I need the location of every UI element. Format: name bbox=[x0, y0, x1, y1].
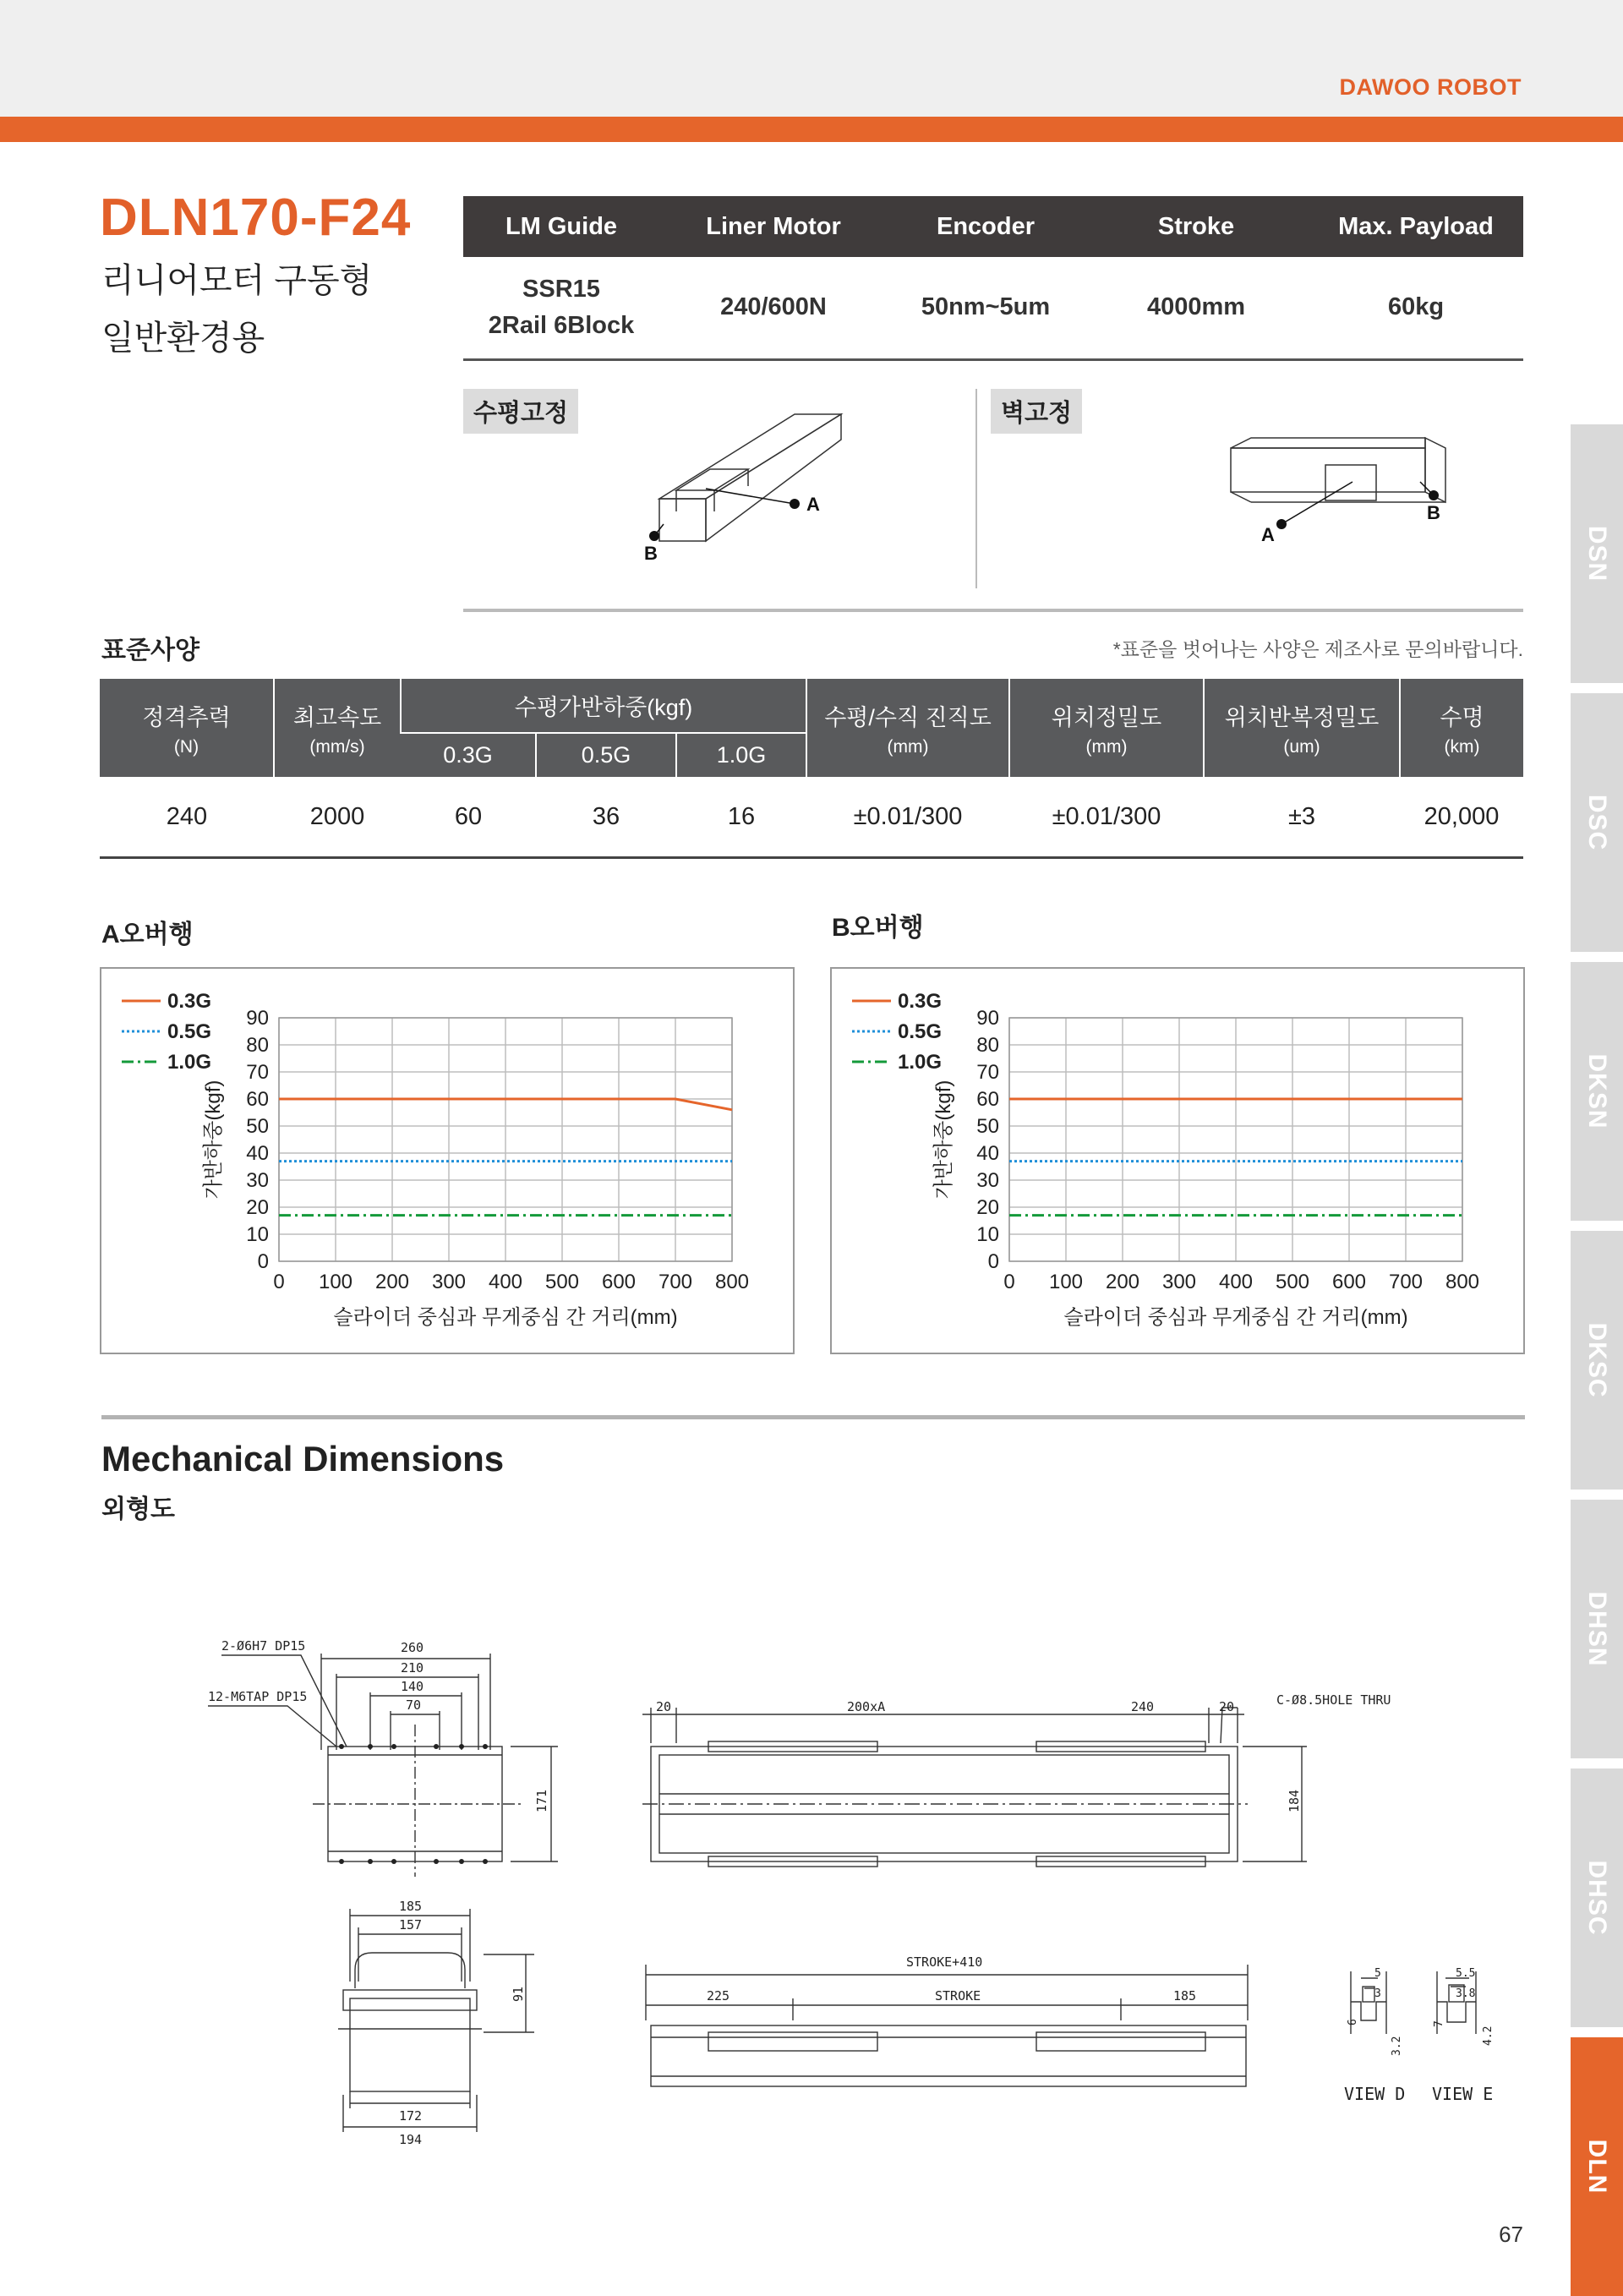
std-cell-life: 20,000 bbox=[1424, 802, 1500, 830]
mechanical-subtitle: 외형도 bbox=[101, 1495, 175, 1523]
view-d-6: 6 bbox=[1347, 2019, 1359, 2025]
x-tick-label: 500 bbox=[544, 1271, 580, 1293]
legend-label-10G: 1.0G bbox=[167, 1051, 212, 1074]
chart-grid bbox=[1009, 1018, 1462, 1261]
view-e-55: 5.5 bbox=[1456, 1967, 1476, 1980]
dim-stroke: STROKE bbox=[935, 1988, 981, 2004]
mechanical-drawing bbox=[0, 1606, 1572, 2164]
legend-label-05G: 0.5G bbox=[898, 1020, 943, 1043]
y-tick-label: 10 bbox=[246, 1223, 269, 1246]
spec-stroke: 4000mm bbox=[1146, 293, 1246, 321]
y-tick-label: 70 bbox=[976, 1061, 999, 1084]
wall-mount-label: 벽고정 bbox=[991, 389, 1082, 434]
standard-spec-note: *표준을 벗어나는 사양은 제조사로 문의바랍니다. bbox=[1112, 638, 1523, 660]
spec-encoder: 50nm~5um bbox=[921, 293, 1051, 321]
side-tab-dksc[interactable]: DKSC bbox=[1571, 1231, 1623, 1490]
std-data-row bbox=[100, 777, 1523, 858]
subtitle-line1: 리니어모터 구동형 bbox=[101, 262, 373, 299]
spec-table bbox=[463, 196, 1523, 361]
subtitle-line2: 일반환경용 bbox=[101, 320, 265, 357]
legend-label-03G: 0.3G bbox=[167, 990, 212, 1013]
wall-point-a-label: A bbox=[1261, 524, 1275, 545]
spec-lm-guide: SSR15 2Rail 6Block bbox=[488, 275, 635, 339]
standard-spec-title: 표준사양 bbox=[101, 637, 199, 664]
x-axis-label: 슬라이더 중심과 무게중심 간 거리(mm) bbox=[1063, 1306, 1408, 1329]
dim-stroke-plus: STROKE+410 bbox=[906, 1954, 983, 1970]
x-tick-label: 400 bbox=[1218, 1271, 1254, 1293]
hole-note-1: 2-Ø6H7 DP15 bbox=[221, 1638, 306, 1654]
x-tick-label: 200 bbox=[374, 1271, 410, 1293]
std-cell-load-03: 60 bbox=[454, 802, 483, 830]
hole-note-2: 12-M6TAP DP15 bbox=[208, 1689, 308, 1704]
mount-bottom-line bbox=[463, 609, 1523, 612]
std-cell-load-05: 36 bbox=[592, 802, 620, 830]
side-tab-dksn[interactable]: DKSN bbox=[1571, 962, 1623, 1221]
x-axis-label: 슬라이더 중심과 무게중심 간 거리(mm) bbox=[333, 1306, 678, 1329]
y-tick-label: 60 bbox=[246, 1088, 269, 1111]
dim-185: 185 bbox=[399, 1899, 423, 1914]
view-e-label: VIEW E bbox=[1432, 2084, 1494, 2104]
y-tick-label: 40 bbox=[246, 1142, 269, 1165]
x-tick-label: 700 bbox=[1388, 1271, 1424, 1293]
dim-194: 194 bbox=[399, 2132, 423, 2147]
chart-b-title: B오버행 bbox=[832, 914, 924, 942]
y-tick-label: 70 bbox=[246, 1061, 269, 1084]
spec-header-lm-guide: LM Guide bbox=[463, 196, 659, 257]
spec-header-encoder: Encoder bbox=[888, 196, 1084, 257]
x-tick-label: 0 bbox=[273, 1271, 285, 1293]
view-d-label: VIEW D bbox=[1344, 2084, 1406, 2104]
horizontal-mount-label: 수평고정 bbox=[463, 389, 578, 434]
x-tick-label: 600 bbox=[1331, 1271, 1367, 1293]
x-tick-label: 600 bbox=[601, 1271, 637, 1293]
side-tab-dsc[interactable]: DSC bbox=[1571, 693, 1623, 952]
y-tick-label: 0 bbox=[987, 1250, 999, 1273]
y-tick-label: 90 bbox=[246, 1007, 269, 1030]
chart-grid bbox=[279, 1018, 732, 1261]
y-tick-label: 10 bbox=[976, 1223, 999, 1246]
dim-260: 260 bbox=[401, 1640, 424, 1655]
dim-184: 184 bbox=[1287, 1789, 1302, 1812]
x-tick-label: 300 bbox=[431, 1271, 467, 1293]
std-col-load-10: 1.0G bbox=[676, 733, 806, 777]
page-number: 67 bbox=[1499, 2222, 1523, 2247]
brand-name: DAWOO ROBOT bbox=[1339, 74, 1522, 100]
x-tick-label: 0 bbox=[1003, 1271, 1015, 1293]
std-col-straightness: 수평/수직 진직도 (mm) bbox=[806, 679, 1009, 777]
y-tick-label: 60 bbox=[976, 1088, 999, 1111]
x-tick-label: 800 bbox=[1445, 1271, 1480, 1293]
std-cell-speed: 2000 bbox=[309, 802, 365, 830]
horizontal-mount-figure bbox=[626, 397, 845, 566]
side-tab-dhsc[interactable]: DHSC bbox=[1571, 1768, 1623, 2027]
std-cell-straightness: ±0.01/300 bbox=[853, 802, 963, 830]
dim-210: 210 bbox=[401, 1660, 424, 1676]
mechanical-title: Mechanical Dimensions bbox=[101, 1439, 505, 1479]
wall-mount-figure bbox=[1217, 431, 1462, 549]
y-tick-label: 20 bbox=[246, 1196, 269, 1219]
x-tick-label: 700 bbox=[658, 1271, 693, 1293]
x-tick-label: 100 bbox=[1048, 1271, 1084, 1293]
legend-label-10G: 1.0G bbox=[898, 1051, 943, 1074]
y-tick-label: 20 bbox=[976, 1196, 999, 1219]
chart-b-frame bbox=[830, 967, 1525, 1354]
side-tab-dsn[interactable]: DSN bbox=[1571, 424, 1623, 683]
std-cell-position: ±0.01/300 bbox=[1052, 802, 1161, 830]
y-tick-label: 40 bbox=[976, 1142, 999, 1165]
std-col-speed: 최고속도 (mm/s) bbox=[274, 679, 401, 777]
spec-header-payload: Max. Payload bbox=[1309, 196, 1523, 257]
x-tick-label: 300 bbox=[1161, 1271, 1197, 1293]
x-tick-label: 800 bbox=[714, 1271, 750, 1293]
chart-a-title: A오버행 bbox=[101, 921, 194, 948]
x-tick-label: 400 bbox=[488, 1271, 523, 1293]
spec-header-stroke: Stroke bbox=[1084, 196, 1309, 257]
spec-payload: 60kg bbox=[1387, 293, 1445, 321]
std-col-force: 정격추력 (N) bbox=[100, 679, 274, 777]
std-col-repeatability: 위치반복정밀도 (um) bbox=[1204, 679, 1400, 777]
y-tick-label: 80 bbox=[246, 1034, 269, 1057]
dim-171: 171 bbox=[534, 1789, 549, 1812]
dim-20a: 20 bbox=[656, 1699, 672, 1714]
std-cell-load-10: 16 bbox=[727, 802, 756, 830]
std-col-position: 위치정밀도 (mm) bbox=[1009, 679, 1204, 777]
spec-header-motor: Liner Motor bbox=[659, 196, 888, 257]
x-tick-label: 200 bbox=[1105, 1271, 1140, 1293]
legend-label-03G: 0.3G bbox=[898, 990, 943, 1013]
y-tick-label: 30 bbox=[976, 1169, 999, 1192]
y-tick-label: 80 bbox=[976, 1034, 999, 1057]
dim-70: 70 bbox=[406, 1697, 422, 1713]
dim-185b: 185 bbox=[1173, 1988, 1197, 2004]
view-e-7: 7 bbox=[1433, 2020, 1445, 2027]
dim-240: 240 bbox=[1131, 1699, 1155, 1714]
view-d-32: 3.2 bbox=[1391, 2036, 1403, 2056]
side-tab-dhsn[interactable]: DHSN bbox=[1571, 1500, 1623, 1758]
model-title: DLN170-F24 bbox=[100, 189, 412, 247]
header-accent-bar bbox=[0, 117, 1623, 142]
y-tick-label: 0 bbox=[257, 1250, 269, 1273]
dim-200xa: 200xA bbox=[847, 1699, 886, 1714]
view-e-38: 3.8 bbox=[1456, 1987, 1476, 2000]
dim-225: 225 bbox=[707, 1988, 730, 2004]
y-tick-label: 30 bbox=[246, 1169, 269, 1192]
wall-point-b-label: B bbox=[1427, 502, 1440, 523]
view-e-42: 4.2 bbox=[1482, 2025, 1495, 2046]
std-col-load: 수평가반하중(kgf) bbox=[401, 679, 806, 733]
side-tab-dln[interactable]: DLN bbox=[1571, 2037, 1623, 2296]
mechanical-divider bbox=[101, 1415, 1525, 1419]
std-col-load-03: 0.3G bbox=[401, 733, 536, 777]
std-col-load-05: 0.5G bbox=[536, 733, 676, 777]
std-cell-repeatability: ±3 bbox=[1287, 802, 1316, 830]
x-tick-label: 100 bbox=[318, 1271, 353, 1293]
mount-divider bbox=[975, 389, 977, 588]
y-axis-label: 가반하중(kgf) bbox=[932, 1080, 955, 1200]
y-tick-label: 50 bbox=[246, 1115, 269, 1138]
spec-motor: 240/600N bbox=[720, 293, 827, 321]
y-axis-label: 가반하중(kgf) bbox=[202, 1080, 225, 1200]
x-tick-label: 500 bbox=[1275, 1271, 1310, 1293]
dim-157: 157 bbox=[399, 1917, 423, 1932]
dim-140: 140 bbox=[401, 1679, 424, 1694]
dim-91: 91 bbox=[511, 1986, 526, 2002]
view-d-5: 5 bbox=[1374, 1967, 1381, 1980]
std-col-life: 수명 (km) bbox=[1400, 679, 1523, 777]
chart-a-frame bbox=[100, 967, 795, 1354]
point-a-label: A bbox=[806, 494, 820, 515]
view-d-3: 3 bbox=[1374, 1987, 1381, 2000]
legend-label-05G: 0.5G bbox=[167, 1020, 212, 1043]
thru-hole-note: C-Ø8.5HOLE THRU bbox=[1276, 1692, 1391, 1708]
point-b-label: B bbox=[644, 543, 658, 564]
dim-20b: 20 bbox=[1219, 1699, 1235, 1714]
y-tick-label: 50 bbox=[976, 1115, 999, 1138]
standard-spec-table bbox=[100, 679, 1523, 859]
y-tick-label: 90 bbox=[976, 1007, 999, 1030]
chart-b bbox=[832, 969, 1523, 1353]
std-cell-force: 240 bbox=[166, 802, 208, 830]
chart-a bbox=[101, 969, 793, 1353]
dim-172: 172 bbox=[399, 2108, 423, 2124]
